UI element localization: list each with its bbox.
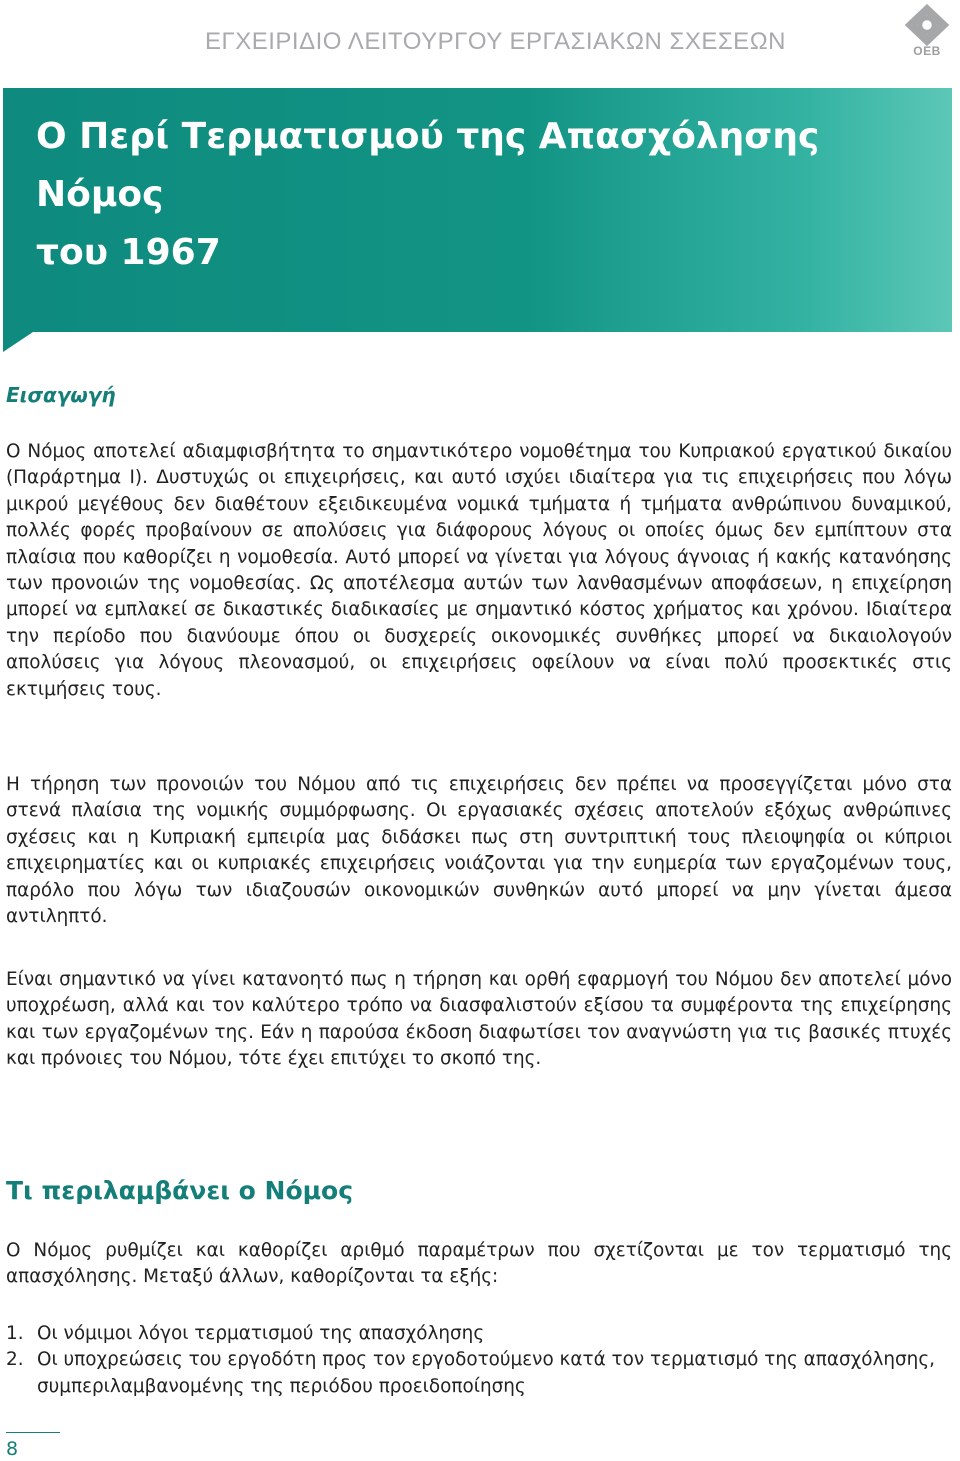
section-heading: Τι περιλαμβάνει ο Νόμος: [6, 1176, 354, 1205]
page-number-rule: [6, 1432, 60, 1433]
page-title: [36, 108, 936, 282]
numbered-list: [6, 1321, 952, 1400]
list-item-text: Οι υποχρεώσεις του εργοδότη προς τον εργοδοτούμενο κατά τον τερματισμό της απασχόλησης, συμπεριλαμβανομένης της περιόδου προειδοποίησης: [37, 1349, 935, 1397]
list-item: [6, 1321, 952, 1347]
oeb-logo: [902, 4, 952, 70]
logo-text: OEB: [913, 44, 941, 58]
list-item: [6, 1347, 952, 1400]
intro-paragraph-3: Είναι σημαντικό να γίνει κατανοητό πως η τήρηση και ορθή εφαρμογή του Νόμου δεν αποτελεί μόνο υποχρέωση, αλλά και τον καλύτερο τρόπο να διασφαλιστούν εξίσου τα συμφέροντα της επιχείρησης και των εργαζομένων της. Εάν η παρούσα έκδοση διαφωτίσει τον αναγνώστη για τις βασικές πτυχές και πρόνοιες του Νόμου, τότε έχει επιτύχει το σκοπό της.: [6, 969, 952, 1070]
intro-paragraph-1: Ο Νόμος αποτελεί αδιαμφισβήτητα το σημαντικότερο νομοθέτημα του Κυπριακού εργατικού δικαίου (Παράρτημα Ι). Δυστυχώς οι επιχειρήσεις, και αυτό ισχύει ιδιαίτερα για τις επιχειρήσεις που λόγω μικρού μεγέθους δεν διαθέτουν εξειδικευμένα νομικά τμήματα ή τμήματα ανθρώπινου δυναμικού, πολλές φορές προβαίνουν σε απολύσεις για διάφορους λόγους οι οποίες όμως δεν εμπίπτουν στα πλαίσια που καθορίζει η νομοθεσία. Αυτό μπορεί να γίνεται για λόγους άγνοιας ή κακής κατανόησης των προνοιών της νομοθεσίας. Ως αποτέλεσμα αυτών των λανθασμένων αποφάσεων, η επιχείρηση μπορεί να εμπλακεί σε δικαστικές διαδικασίες με σημαντικό κόστος χρήματος και χρόνου. Ιδιαίτερα την περίοδο που διανύουμε όπου οι δυσχερείς οικονομικές συνθήκες μπορεί να δικαιολογούν απολύσεις για λόγους πλεονασμού, οι επιχειρήσεις οφείλουν να είναι πολύ προσεκτικές στις εκτιμήσεις τους.: [6, 441, 952, 700]
logo-knot-icon: [902, 4, 952, 46]
list-item-number: 1.: [6, 1323, 24, 1344]
page-number: 8: [6, 1438, 19, 1460]
page-title-line1: Ο Περί Τερματισμού της Απασχόλησης Νόμος: [36, 116, 820, 215]
section-paragraph: Ο Νόμος ρυθμίζει και καθορίζει αριθμό παραμέτρων που σχετίζονται με τον τερματισμό της απασχόλησης. Μεταξύ άλλων, καθορίζονται τα εξής:: [6, 1240, 952, 1288]
page-title-line2: του 1967: [36, 232, 221, 273]
header-title: ΕΓΧΕΙΡΙΔΙΟ ΛΕΙΤΟΥΡΓΟΥ ΕΡΓΑΣΙΑΚΩΝ ΣΧΕΣΕΩΝ: [205, 28, 786, 55]
intro-heading: Εισαγωγή: [6, 383, 116, 407]
intro-paragraph-2: Η τήρηση των προνοιών του Νόμου από τις επιχειρήσεις δεν πρέπει να προσεγγίζεται μόνο στα στενά πλαίσια της νομικής συμμόρφωσης. Οι εργασιακές σχέσεις αποτελούν εξόχως ανθρώπινες σχέσεις και η Κυπριακή εμπειρία μας διδάσκει πως στη συντριπτική τους πλειοψηφία οι κύπριοι επιχειρηματίες και οι κυπριακές επιχειρήσεις νοιάζονται για την ευημερία των εργαζομένων τους, παρόλο που λόγω των ιδιαζουσών οικονομικών συνθηκών αυτό μπορεί να μην γίνεται άμεσα αντιληπτό.: [6, 774, 952, 928]
list-item-text: Οι νόμιμοι λόγοι τερματισμού της απασχόλησης: [37, 1323, 485, 1344]
list-item-number: 2.: [6, 1349, 24, 1371]
banner-tab: [3, 332, 33, 352]
